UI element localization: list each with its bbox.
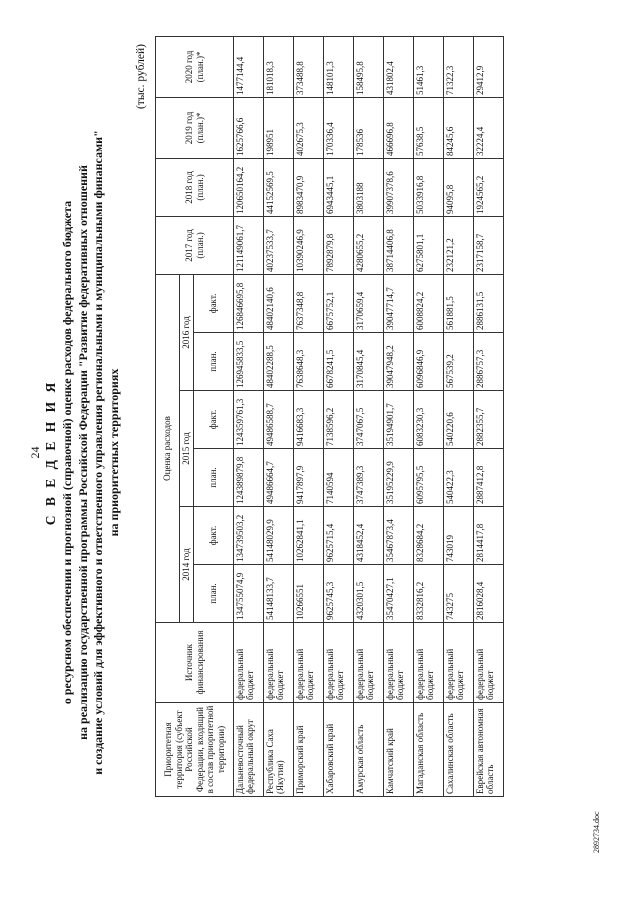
value-cell: 38714406,8 — [384, 216, 414, 274]
territory-cell: Еврейская автономная область — [474, 703, 504, 797]
value-cell: 2886131,5 — [474, 274, 504, 332]
value-cell: 4318452,4 — [354, 507, 384, 565]
value-cell: 181018,3 — [264, 36, 294, 97]
value-cell: 120650164,2 — [234, 158, 264, 216]
source-cell: федеральный бюджет — [384, 623, 414, 703]
value-cell: 7140594 — [324, 449, 354, 507]
value-cell: 39047948,2 — [384, 333, 414, 391]
source-cell: федеральный бюджет — [324, 623, 354, 703]
value-cell: 39907378,6 — [384, 158, 414, 216]
header-2015: 2015 год — [180, 391, 194, 507]
value-cell: 2887412,8 — [474, 449, 504, 507]
header-fact: факт. — [194, 391, 234, 449]
header-plan: план. — [194, 449, 234, 507]
territory-cell: Хабаровский край — [324, 703, 354, 797]
value-cell: 6083230,3 — [414, 391, 444, 449]
header-2020: 2020 год (план.)* — [156, 36, 234, 97]
value-cell: 7138596,2 — [324, 391, 354, 449]
table-row — [234, 36, 264, 796]
source-cell: федеральный бюджет — [474, 623, 504, 703]
value-cell: 48402288,5 — [264, 333, 294, 391]
value-cell: 198951 — [264, 97, 294, 158]
value-cell: 8328684,2 — [414, 507, 444, 565]
value-cell: 49486664,7 — [264, 449, 294, 507]
table-row — [414, 36, 444, 796]
value-cell: 6008824,2 — [414, 274, 444, 332]
value-cell: 126945833,5 — [234, 333, 264, 391]
value-cell: 44152569,5 — [264, 158, 294, 216]
value-cell: 170336,4 — [324, 97, 354, 158]
territory-cell: Амурская область — [354, 703, 384, 797]
value-cell: 2814417,8 — [474, 507, 504, 565]
value-cell: 2816028,4 — [474, 565, 504, 623]
territory-cell: Сахалинская область — [444, 703, 474, 797]
territory-cell: Магаданская область — [414, 703, 444, 797]
table-body — [234, 36, 504, 796]
value-cell: 540422,3 — [444, 449, 474, 507]
header-fact: факт. — [194, 274, 234, 332]
value-cell: 3803188 — [354, 158, 384, 216]
value-cell: 1477144,4 — [234, 36, 264, 97]
value-cell: 4320301,5 — [354, 565, 384, 623]
value-cell: 561881,5 — [444, 274, 474, 332]
page-number: 24 — [28, 446, 42, 459]
units-label: (тыс. рублей) — [135, 44, 147, 110]
value-cell: 232121,2 — [444, 216, 474, 274]
value-cell: 1924565,2 — [474, 158, 504, 216]
value-cell: 126846695,8 — [234, 274, 264, 332]
table-row — [324, 36, 354, 796]
value-cell: 134755074,9 — [234, 565, 264, 623]
value-cell: 2317158,7 — [474, 216, 504, 274]
territory-cell: Приморский край — [294, 703, 324, 797]
value-cell: 35195229,9 — [384, 449, 414, 507]
footer-filename: 2892734.doc — [592, 811, 601, 853]
subtitle-line: на реализацию государственной программы Российской Федерации "Развитие федеративных отношений — [75, 165, 90, 740]
value-cell: 466696,8 — [384, 97, 414, 158]
source-cell: федеральный бюджет — [414, 623, 444, 703]
value-cell: 94095,8 — [444, 158, 474, 216]
header-2018: 2018 год (план.) — [156, 158, 234, 216]
value-cell: 2882355,7 — [474, 391, 504, 449]
value-cell: 402675,3 — [294, 97, 324, 158]
source-cell: федеральный бюджет — [234, 623, 264, 703]
value-cell: 158495,8 — [354, 36, 384, 97]
header-2014: 2014 год — [180, 507, 194, 623]
value-cell: 2886757,3 — [474, 333, 504, 391]
value-cell: 39047714,7 — [384, 274, 414, 332]
value-cell: 6275801,1 — [414, 216, 444, 274]
source-cell: федеральный бюджет — [294, 623, 324, 703]
value-cell: 10266551 — [294, 565, 324, 623]
header-2017: 2017 год (план.) — [156, 216, 234, 274]
value-cell: 84245,6 — [444, 97, 474, 158]
table-row — [474, 36, 504, 796]
value-cell: 7638648,3 — [294, 333, 324, 391]
value-cell: 49486588,7 — [264, 391, 294, 449]
value-cell: 7892879,8 — [324, 216, 354, 274]
value-cell: 124359761,3 — [234, 391, 264, 449]
value-cell: 9416683,3 — [294, 391, 324, 449]
subtitle-line: на приоритетных территориях — [106, 368, 121, 537]
table-row — [384, 36, 414, 796]
value-cell: 71322,3 — [444, 36, 474, 97]
source-cell: федеральный бюджет — [264, 623, 294, 703]
document-subtitle — [60, 0, 122, 905]
value-cell: 134739503,2 — [234, 507, 264, 565]
value-cell: 1625766,6 — [234, 97, 264, 158]
value-cell: 8983470,9 — [294, 158, 324, 216]
value-cell: 35470427,1 — [384, 565, 414, 623]
value-cell: 6675752,1 — [324, 274, 354, 332]
value-cell: 121149061,7 — [234, 216, 264, 274]
source-cell: федеральный бюджет — [444, 623, 474, 703]
value-cell: 35194901,7 — [384, 391, 414, 449]
value-cell: 148101,3 — [324, 36, 354, 97]
header-2016: 2016 год — [180, 274, 194, 390]
value-cell: 373488,8 — [294, 36, 324, 97]
header-source: Источник финансирования — [156, 623, 234, 703]
header-2019: 2019 год (план.)* — [156, 97, 234, 158]
value-cell: 9625715,4 — [324, 507, 354, 565]
value-cell: 567539,2 — [444, 333, 474, 391]
header-territory: Приоритетная территория (субъект Российской Федерации, входящий в состав приоритетной территории) — [156, 703, 234, 797]
territory-cell: Камчатский край — [384, 703, 414, 797]
value-cell: 3747389,3 — [354, 449, 384, 507]
value-cell: 6678241,5 — [324, 333, 354, 391]
value-cell: 48402140,6 — [264, 274, 294, 332]
subtitle-line: и создание условий для эффективного и ответственного управления региональными и муниципальными финансами" — [91, 130, 105, 775]
table-row — [294, 36, 324, 796]
document-heading: С В Е Д Е Н И Я — [43, 379, 58, 526]
value-cell: 54148133,7 — [264, 565, 294, 623]
value-cell: 32224,4 — [474, 97, 504, 158]
value-cell: 540220,6 — [444, 391, 474, 449]
value-cell: 29412,9 — [474, 36, 504, 97]
expenditure-table — [155, 36, 504, 797]
value-cell: 124389879,8 — [234, 449, 264, 507]
value-cell: 7637348,8 — [294, 274, 324, 332]
header-plan: план. — [194, 565, 234, 623]
value-cell: 3747067,5 — [354, 391, 384, 449]
table-row — [354, 36, 384, 796]
territory-cell: Республика Саха (Якутия) — [264, 703, 294, 797]
value-cell: 10262841,1 — [294, 507, 324, 565]
table-row — [444, 36, 474, 796]
source-cell: федеральный бюджет — [354, 623, 384, 703]
value-cell: 35467873,4 — [384, 507, 414, 565]
subtitle-line: о ресурсном обеспечении и прогнозной (справочной) оценке расходов федерального бюджета — [60, 200, 74, 705]
value-cell: 743019 — [444, 507, 474, 565]
value-cell: 10390246,9 — [294, 216, 324, 274]
table-row — [264, 36, 294, 796]
value-cell: 6943445,1 — [324, 158, 354, 216]
value-cell: 40237533,7 — [264, 216, 294, 274]
header-fact: факт. — [194, 507, 234, 565]
value-cell: 5033916,8 — [414, 158, 444, 216]
value-cell: 9417897,9 — [294, 449, 324, 507]
value-cell: 8332816,2 — [414, 565, 444, 623]
value-cell: 431802,4 — [384, 36, 414, 97]
value-cell: 4280655,2 — [354, 216, 384, 274]
value-cell: 743275 — [444, 565, 474, 623]
value-cell: 178536 — [354, 97, 384, 158]
value-cell: 3170845,4 — [354, 333, 384, 391]
header-plan: план. — [194, 333, 234, 391]
value-cell: 3170659,4 — [354, 274, 384, 332]
value-cell: 9625745,3 — [324, 565, 354, 623]
header-estimate: Оценка расходов — [156, 274, 180, 622]
value-cell: 6095795,5 — [414, 449, 444, 507]
value-cell: 51461,3 — [414, 36, 444, 97]
value-cell: 6096846,9 — [414, 333, 444, 391]
value-cell: 54148029,9 — [264, 507, 294, 565]
territory-cell: Дальневосточный федеральный округ — [234, 703, 264, 797]
value-cell: 57638,5 — [414, 97, 444, 158]
